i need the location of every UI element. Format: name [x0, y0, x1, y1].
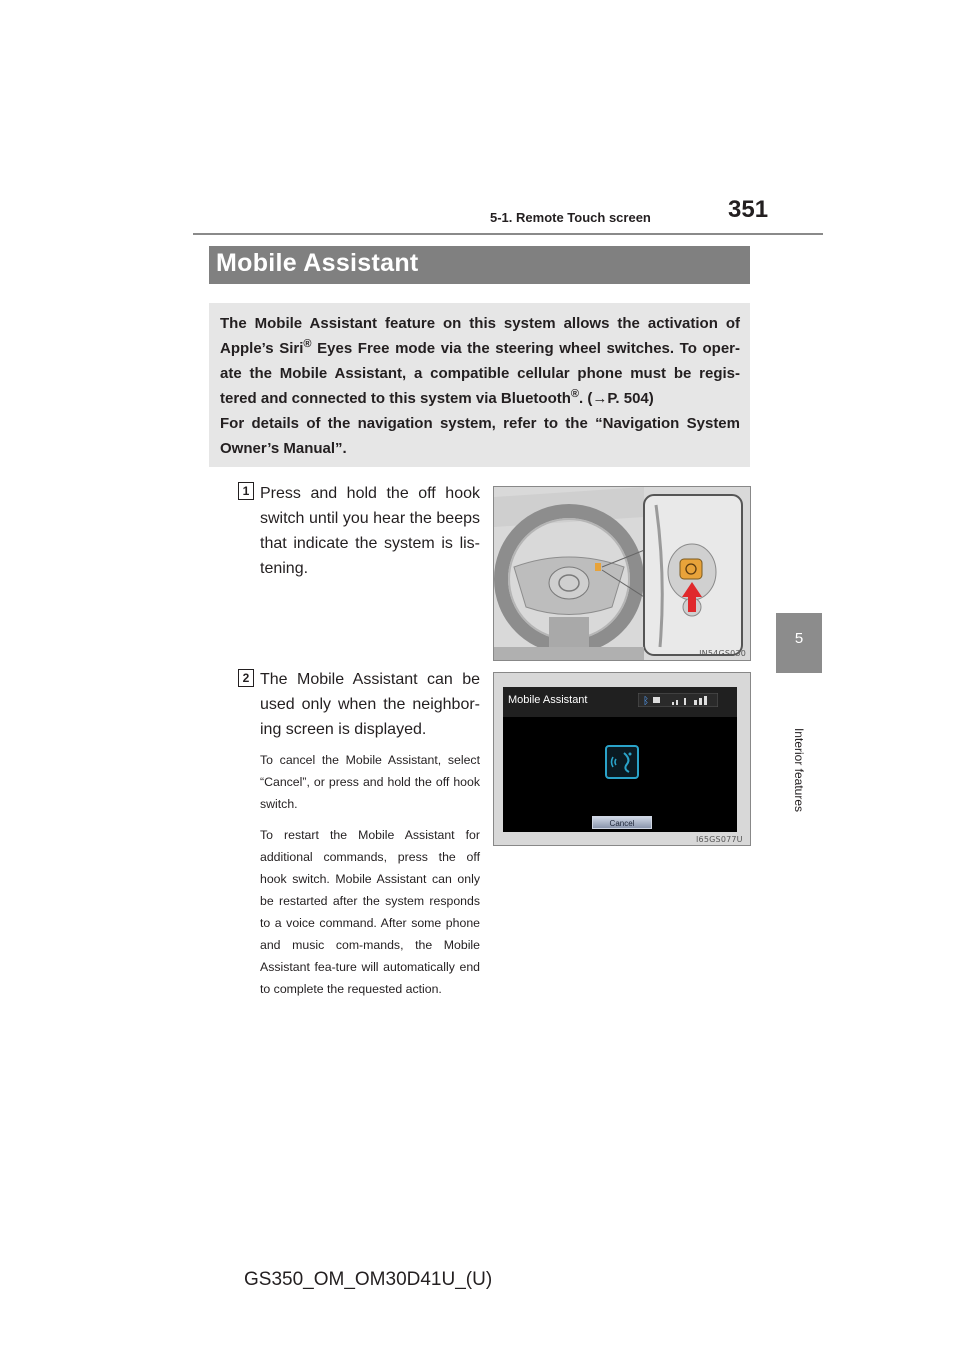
registered-mark: ® [570, 388, 580, 400]
step-2-text: The Mobile Assistant can be used only when the neighbor-ing screen is displayed. [260, 671, 480, 738]
chapter-tab-number: 5 [794, 630, 804, 647]
page-title: Mobile Assistant [216, 249, 419, 277]
svg-text:ᛒ: ᛒ [643, 696, 649, 707]
chapter-tab-label: Interior features [792, 727, 806, 813]
figure-code: I65GS077U [696, 835, 743, 844]
step-number-2: 2 [238, 669, 254, 687]
step-2-note-cancel: To cancel the Mobile Assistant, select “Cancel”, or press and hold the off hook switch. [260, 753, 480, 811]
status-icons [638, 693, 718, 707]
steering-wheel-illustration [494, 487, 750, 660]
step-2-note-restart: To restart the Mobile Assistant for additional commands, press the off hook switch. Mobile Assistant can only be restarted after the system responds to a voice command. After some phone and music com-mands, the Mobile Assistant fea-ture will automatically end to complete the requested action. [260, 828, 480, 996]
page-number: 351 [728, 196, 769, 223]
document-code: GS350_OM_OM30D41U_(U) [244, 1269, 493, 1290]
screen-title: Mobile Assistant [508, 694, 588, 706]
intro-part-1: The Mobile Assistant feature on this system allows the activation of Apple’s Siri [220, 315, 740, 357]
intro-text [220, 311, 740, 461]
intro-part-3: . (→P. 504) [579, 390, 654, 407]
intro-part-2: Eyes Free mode via the steering wheel switches. To oper-ate the Mobile Assistant, a compatible cellular phone must be regis-tered and connected to this system via Bluetooth [220, 340, 741, 407]
section-title: 5-1. Remote Touch screen [490, 210, 651, 225]
figure-code: IN54GS030 [699, 649, 746, 658]
header-divider [193, 233, 823, 235]
step-number-1: 1 [238, 482, 254, 500]
cancel-button[interactable]: Cancel [592, 816, 652, 829]
intro-paragraph-2: For details of the navigation system, refer to the “Navigation System Owner’s Manual”. [220, 415, 740, 457]
step-1-text: Press and hold the off hook switch until you hear the beeps that indicate the system is lis-tening. [260, 485, 480, 577]
registered-mark: ® [303, 338, 312, 350]
microphone-icon [605, 745, 639, 779]
steering-wheel-figure [493, 486, 751, 661]
